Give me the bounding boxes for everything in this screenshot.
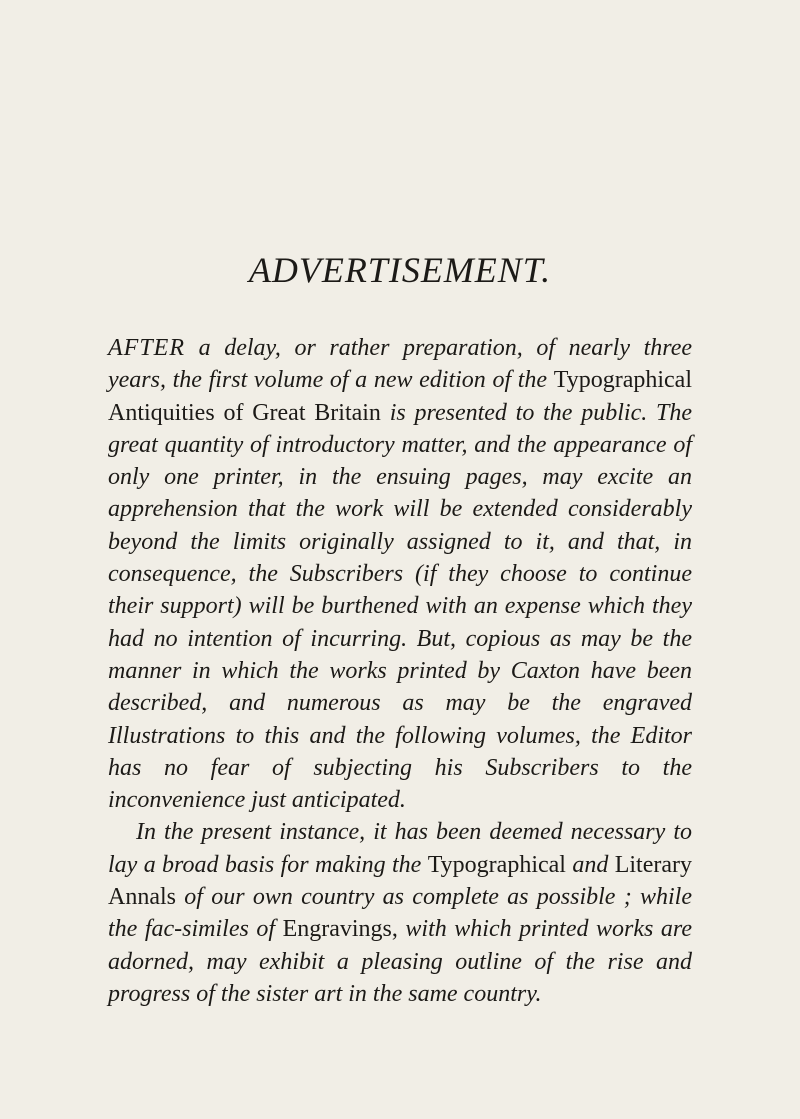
advertisement-body <box>108 332 692 1010</box>
paragraph-1-segment-0: AFTER <box>108 335 185 361</box>
paragraph-1-segment-3: is presented to the public. The great quantity of introductory matter, and the appearance of only one printer, in the ensuing pages, may excite an apprehension that the work will be extended considerably beyond the limits originally assigned to it, and that, in consequence, the Subscribers (if they choose to continue their support) will be burthened with an expense which they had no intention of incurring. But, copious as may be the manner in which the works printed by Caxton have been described, and numerous as may be the engraved Illustrations to this and the following volumes, the Editor has no fear of subjecting his Subscribers to the inconvenience just anticipated. <box>108 399 692 814</box>
paragraph-2-segment-0: In the present instance, it has been deemed necessary to lay a broad basis for making the <box>108 819 692 878</box>
paragraph-2-segment-4: of our own country as complete as possible ; while the fac-similes of <box>108 884 692 943</box>
paragraph-2-segment-3: Literary Annals <box>108 851 693 911</box>
paragraph-2 <box>108 816 692 1010</box>
page-heading: ADVERTISEMENT. <box>248 250 552 290</box>
paragraph-1 <box>108 332 692 816</box>
paragraph-1-segment-1: a delay, or rather preparation, of nearly three years, the first volume of a new edition of the <box>108 335 692 394</box>
paragraph-2-segment-5: Engravings, <box>282 916 398 943</box>
paragraph-2-segment-2: and <box>565 851 615 878</box>
paragraph-2-segment-6: with which printed works are adorned, may exhibit a pleasing outline of the rise and progress of the sister art in the same country. <box>108 916 692 1007</box>
paragraph-2-segment-1: Typographical <box>427 851 566 878</box>
paragraph-1-segment-2: Typographical Antiquities of Great Britain <box>108 367 692 426</box>
